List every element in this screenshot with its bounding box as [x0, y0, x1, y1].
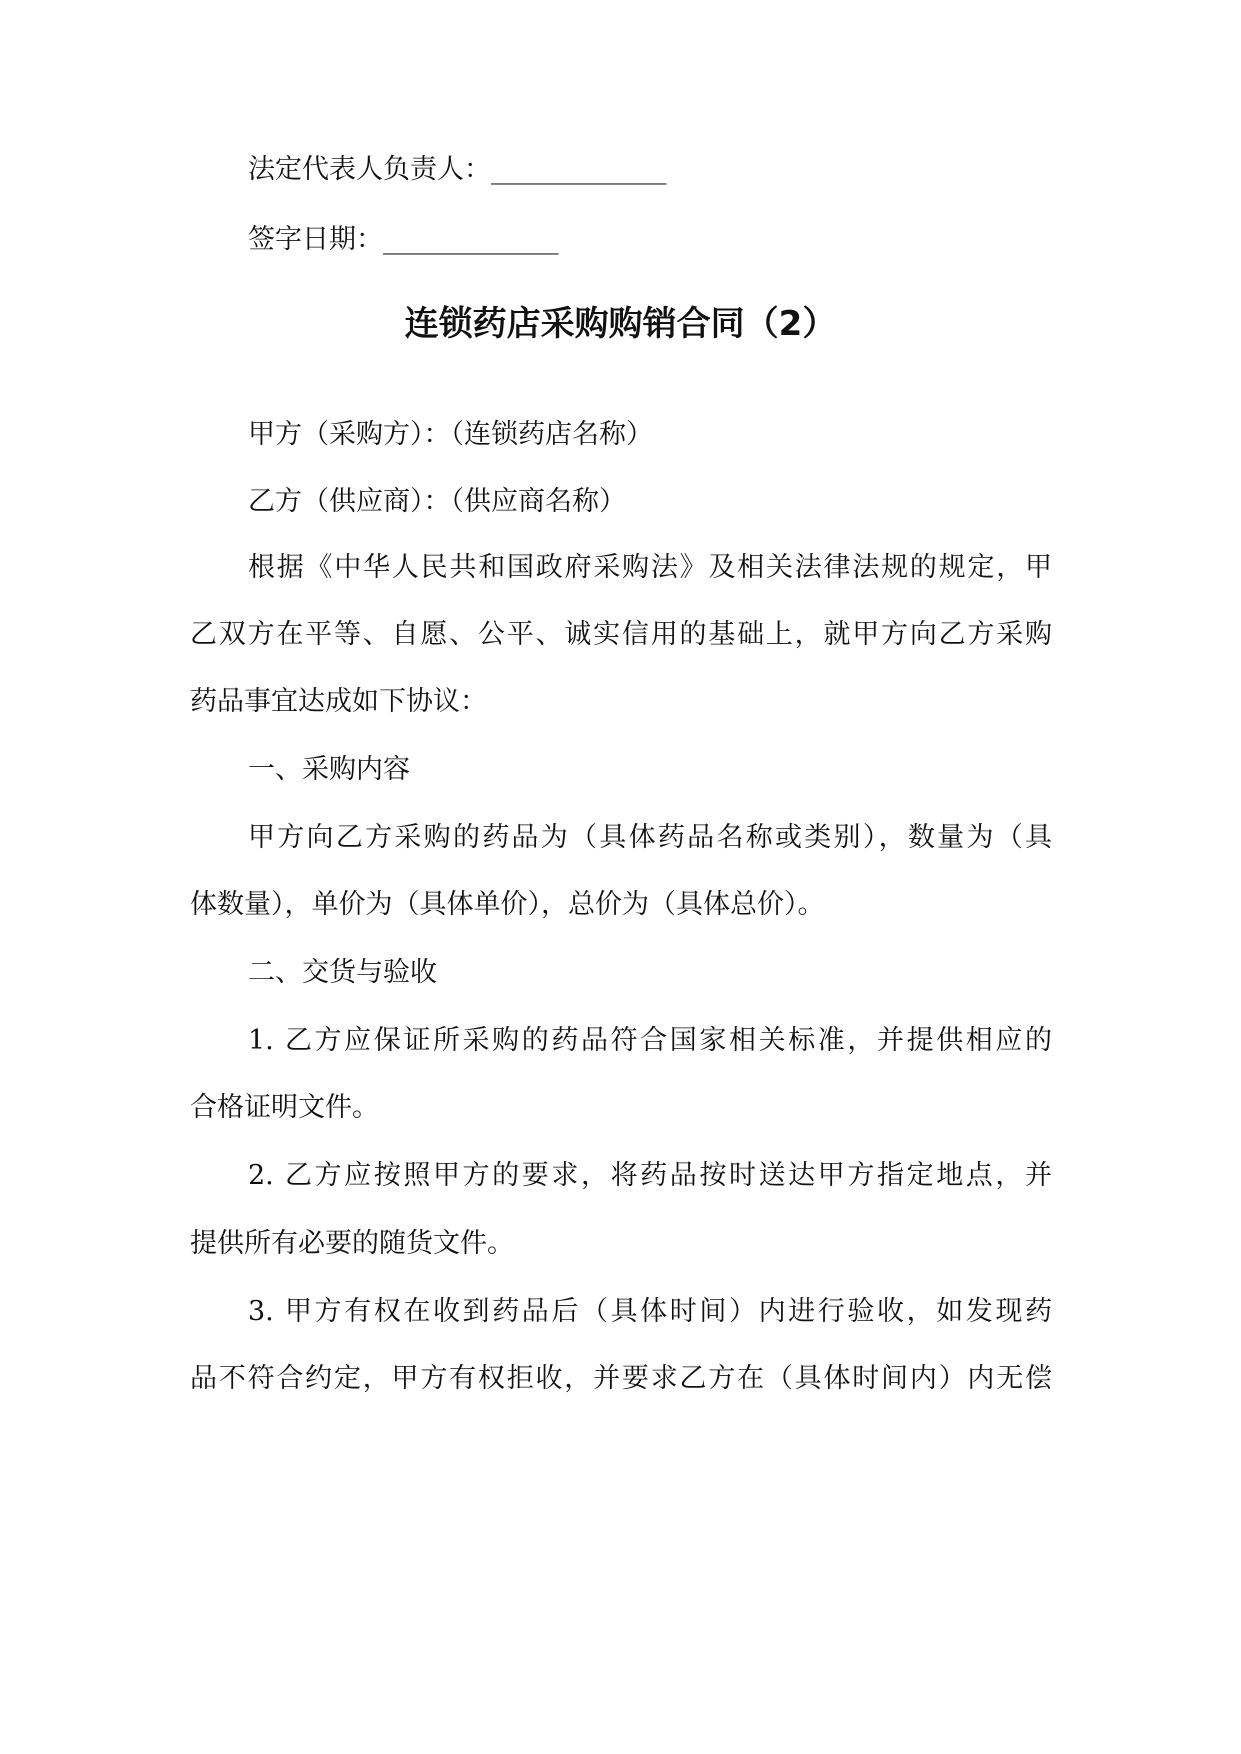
section-2-heading: 二、交货与验收	[248, 957, 437, 988]
section-2-item-1-line-1: 1. 乙方应保证所采购的药品符合国家相关标准，并提供相应的	[248, 1025, 1052, 1056]
party-b-line: 乙方（供应商）：（供应商名称）	[248, 486, 626, 517]
preamble-line-3: 药品事宜达成如下协议：	[190, 686, 487, 717]
section-1-line-2: 体数量），单价为（具体单价），总价为（具体总价）。	[190, 889, 825, 920]
preamble-line-1: 根据《中华人民共和国政府采购法》及相关法律法规的规定，甲	[248, 552, 1052, 583]
section-2-item-2-line-1: 2. 乙方应按照甲方的要求，将药品按时送达甲方指定地点，并	[248, 1160, 1052, 1191]
preamble-line-2: 乙双方在平等、自愿、公平、诚实信用的基础上，就甲方向乙方采购	[190, 619, 1052, 650]
section-2-item-3-line-1: 3. 甲方有权在收到药品后（具体时间）内进行验收，如发现药	[248, 1296, 1052, 1327]
section-2-item-2-line-2: 提供所有必要的随货文件。	[190, 1228, 514, 1259]
party-a-line: 甲方（采购方）：（连锁药店名称）	[248, 419, 653, 450]
section-1-heading: 一、采购内容	[248, 754, 410, 785]
contract-title: 连锁药店采购购销合同（2）	[404, 304, 837, 344]
section-2-item-3-line-2: 品不符合约定，甲方有权拒收，并要求乙方在（具体时间内）内无偿	[190, 1363, 1052, 1394]
signature-date-line: 签字日期：_____________	[248, 224, 559, 255]
section-1-line-1: 甲方向乙方采购的药品为（具体药品名称或类别），数量为（具	[248, 822, 1052, 853]
legal-representative-signature-line: 法定代表人负责人：_____________	[248, 154, 667, 185]
section-2-item-1-line-2: 合格证明文件。	[190, 1092, 379, 1123]
